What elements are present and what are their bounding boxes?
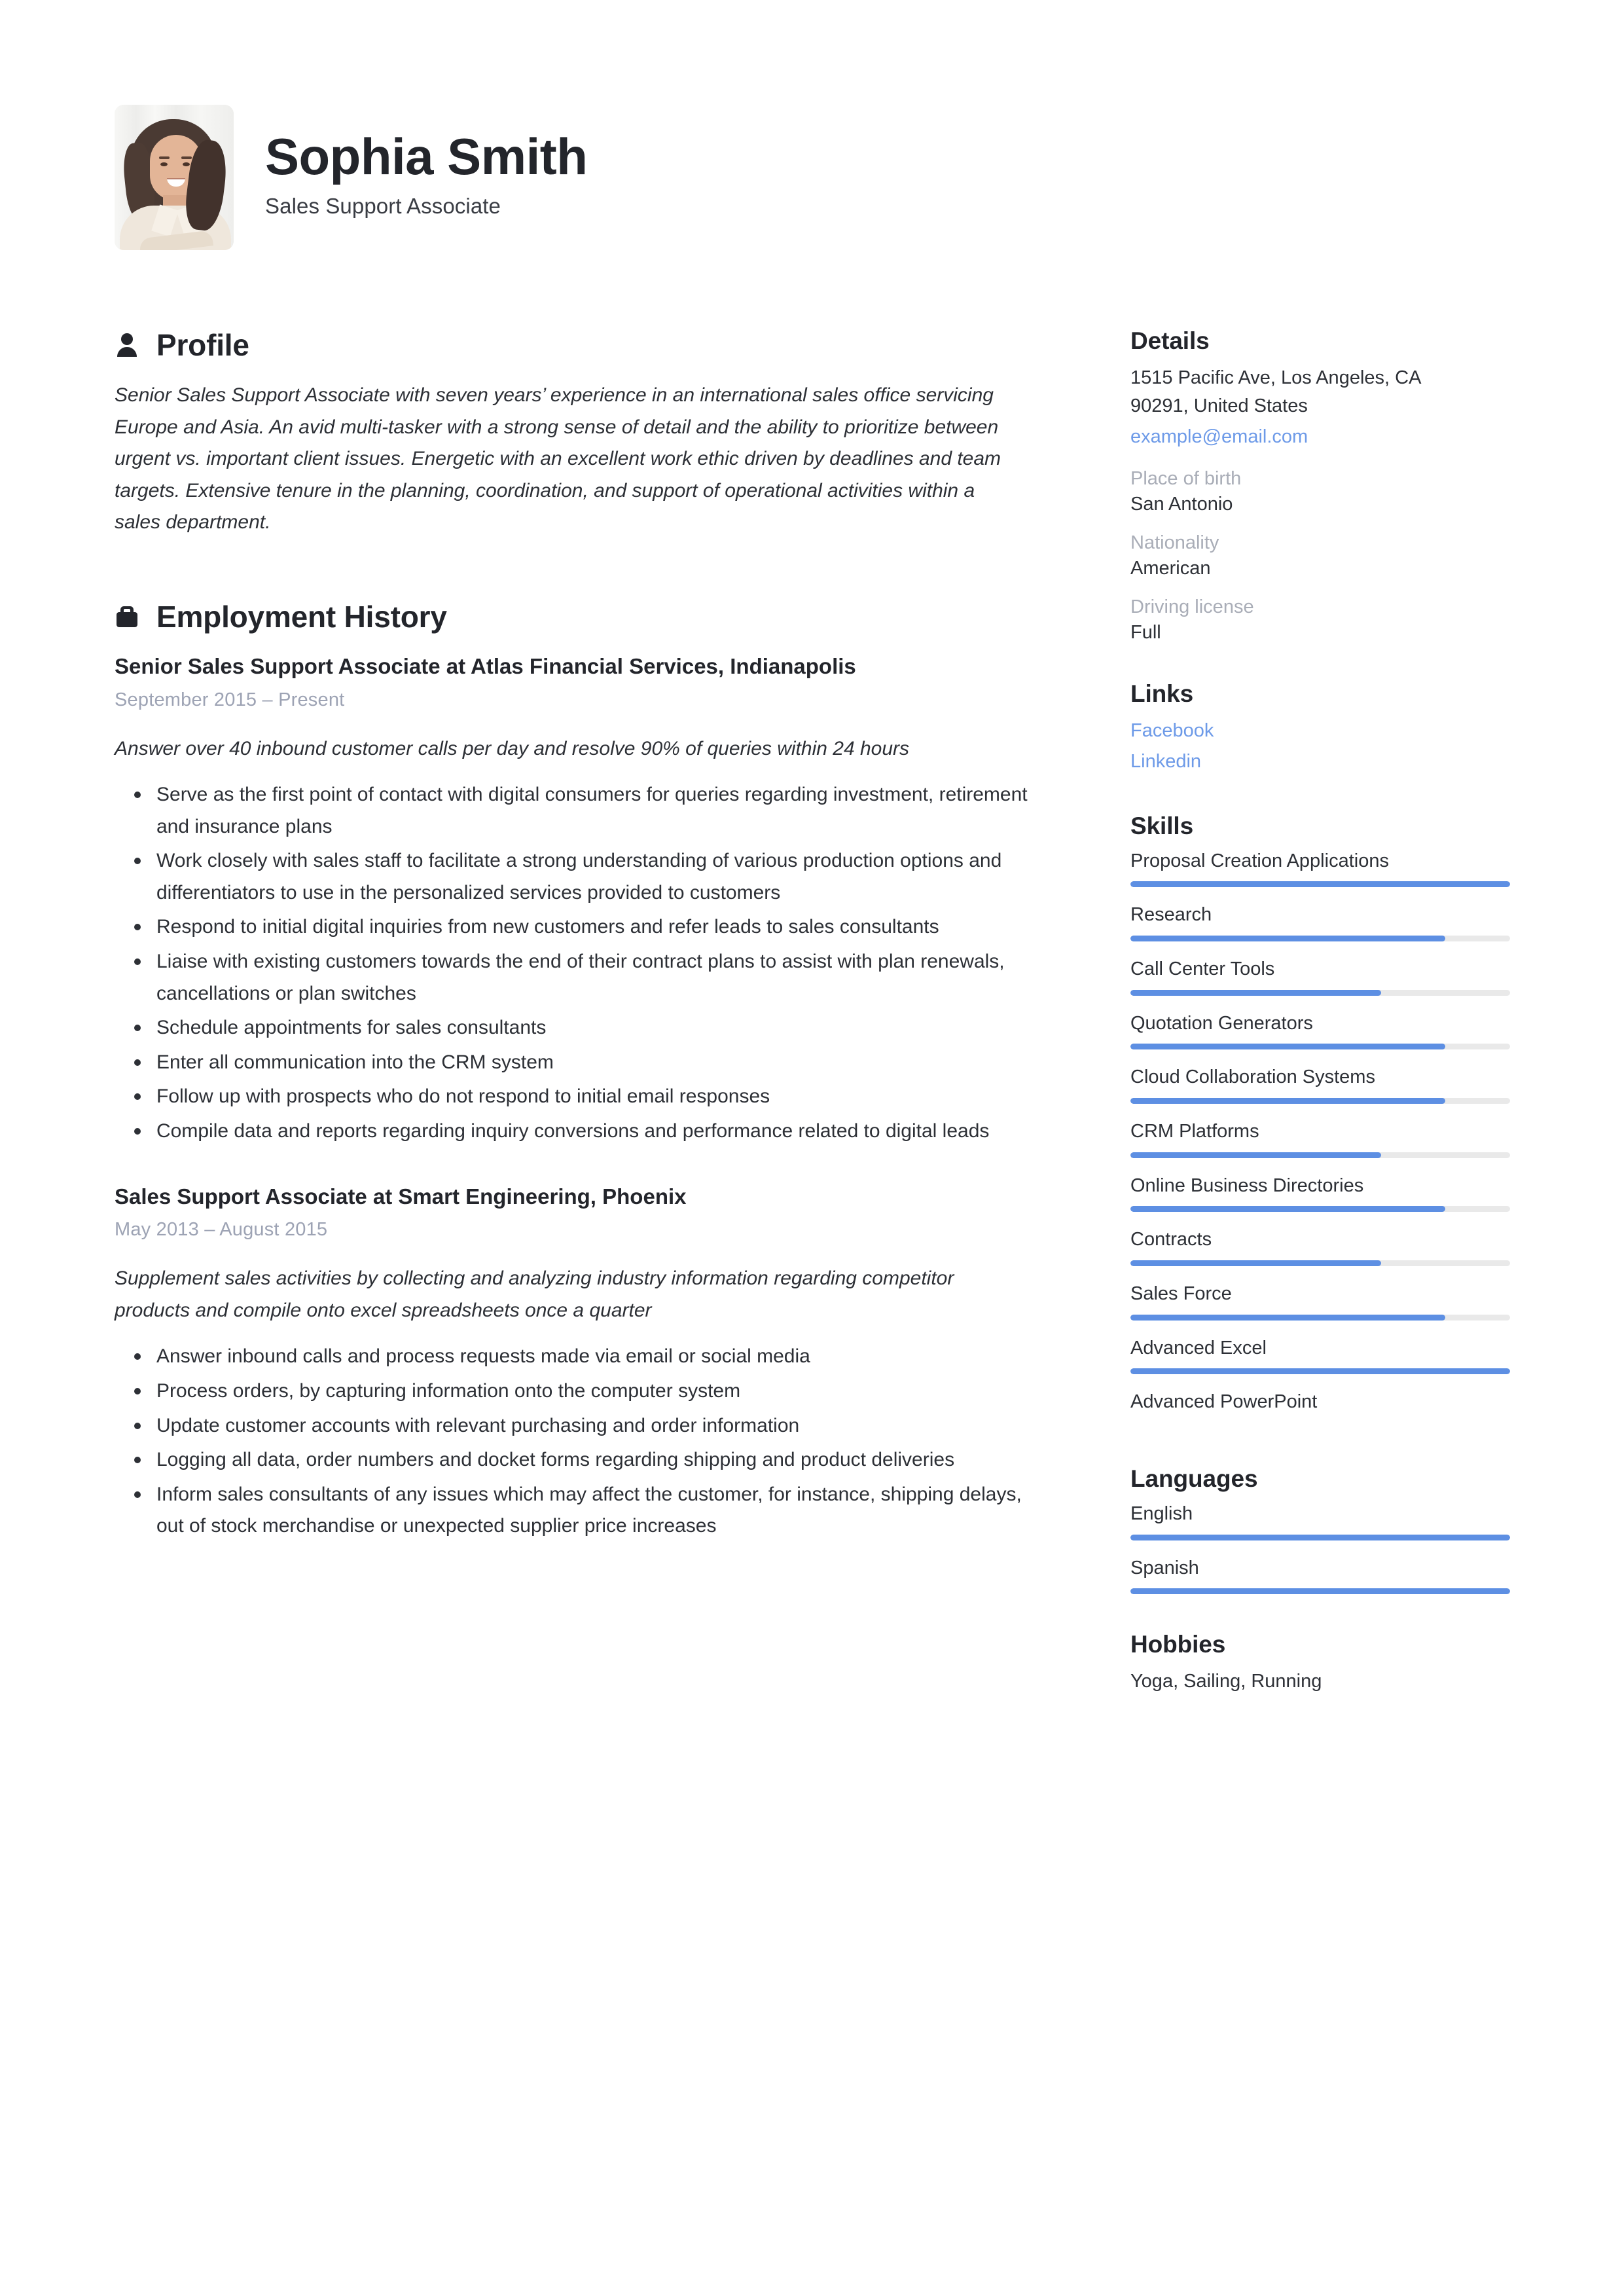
photo-brow-right bbox=[181, 156, 192, 159]
skill-item-label: CRM Platforms bbox=[1130, 1120, 1259, 1142]
employment-list bbox=[115, 651, 1044, 1542]
skill-item-meter bbox=[1130, 1260, 1510, 1266]
list-item: Logging all data, order numbers and docket forms regarding shipping and product deliveries bbox=[115, 1444, 1044, 1476]
skill-item bbox=[1130, 903, 1510, 941]
list-item: Follow up with prospects who do not respond to initial email responses bbox=[115, 1081, 1044, 1113]
avatar bbox=[115, 105, 234, 250]
skill-item-meter-fill bbox=[1130, 990, 1381, 996]
skill-item-meter bbox=[1130, 1315, 1510, 1321]
list-item: Process orders, by capturing information onto the computer system bbox=[115, 1376, 1044, 1408]
skill-item-label: Cloud Collaboration Systems bbox=[1130, 1066, 1375, 1088]
resume-header bbox=[115, 105, 1507, 250]
skill-item bbox=[1130, 1390, 1510, 1429]
links-heading: Links bbox=[1130, 680, 1194, 707]
skill-item-meter bbox=[1130, 1044, 1510, 1049]
skill-item-meter-fill bbox=[1130, 1098, 1445, 1104]
list-item: Inform sales consultants of any issues which may affect the customer, for instance, shipping delays, out of stock merchandise or unexpected supplier price increases bbox=[115, 1479, 1044, 1542]
skill-item-meter bbox=[1130, 1098, 1510, 1104]
list-item: Update customer accounts with relevant purchasing and order information bbox=[115, 1410, 1044, 1442]
language-item-meter bbox=[1130, 1588, 1510, 1594]
skill-item bbox=[1130, 1011, 1510, 1050]
employment-dates: May 2013 – August 2015 bbox=[115, 1219, 328, 1241]
skill-item bbox=[1130, 1174, 1510, 1212]
employment-bullet-list bbox=[115, 1341, 1044, 1542]
skill-item-meter bbox=[1130, 936, 1510, 941]
skill-item-meter-fill bbox=[1130, 1260, 1381, 1266]
skill-item-meter-fill bbox=[1130, 1315, 1445, 1321]
employment-title: Senior Sales Support Associate at Atlas Financial Services, Indianapolis bbox=[115, 653, 856, 678]
detail-field-value: American bbox=[1130, 557, 1211, 579]
name-block bbox=[265, 128, 588, 224]
language-item-label: English bbox=[1130, 1503, 1193, 1525]
skill-item-meter bbox=[1130, 990, 1510, 996]
skill-item bbox=[1130, 957, 1510, 996]
links-section bbox=[1130, 680, 1510, 776]
employment-summary: Supplement sales activities by collecting and analyzing industry information regarding competitor products and compile onto excel spreadsheets once a quarter bbox=[115, 1267, 954, 1321]
skill-item bbox=[1130, 1120, 1510, 1158]
detail-field-value: Full bbox=[1130, 621, 1161, 643]
skill-item-label: Advanced PowerPoint bbox=[1130, 1391, 1318, 1413]
skill-item bbox=[1130, 1228, 1510, 1266]
list-item: Serve as the first point of contact with digital consumers for queries regarding investment, retirement and insurance plans bbox=[115, 779, 1044, 843]
page-title: Sophia Smith bbox=[265, 128, 588, 186]
profile-section-header bbox=[115, 327, 1044, 363]
photo-eye-left bbox=[160, 162, 168, 166]
employment-section-header bbox=[115, 599, 1044, 634]
employment-title: Sales Support Associate at Smart Engineering, Phoenix bbox=[115, 1184, 687, 1209]
skill-item bbox=[1130, 849, 1510, 888]
skill-item-label: Quotation Generators bbox=[1130, 1012, 1313, 1034]
languages-section bbox=[1130, 1465, 1510, 1594]
language-item-label: Spanish bbox=[1130, 1557, 1199, 1578]
skill-item-meter-fill bbox=[1130, 1044, 1445, 1049]
employment-bullet-list bbox=[115, 779, 1044, 1148]
skill-item-meter-fill bbox=[1130, 1206, 1445, 1212]
sidebar-column bbox=[1130, 327, 1510, 1732]
language-item-meter-fill bbox=[1130, 1535, 1510, 1540]
language-item bbox=[1130, 1556, 1510, 1595]
skill-item-meter bbox=[1130, 1152, 1510, 1158]
details-heading: Details bbox=[1130, 327, 1210, 354]
person-icon bbox=[115, 331, 139, 359]
employment-summary: Answer over 40 inbound customer calls per day and resolve 90% of queries within 24 hours bbox=[115, 737, 910, 759]
employment-dates: September 2015 – Present bbox=[115, 689, 345, 710]
skill-item-meter-fill bbox=[1130, 1152, 1381, 1158]
skill-item-meter-fill bbox=[1130, 881, 1510, 887]
skill-item-meter bbox=[1130, 1206, 1510, 1212]
skills-list bbox=[1130, 849, 1510, 1429]
email-link[interactable]: example@email.com bbox=[1130, 426, 1308, 447]
hobbies-heading: Hobbies bbox=[1130, 1631, 1226, 1658]
skills-heading: Skills bbox=[1130, 812, 1194, 839]
hobbies-section bbox=[1130, 1631, 1510, 1695]
employment-heading: Employment History bbox=[156, 599, 447, 634]
employment-entry bbox=[115, 651, 1044, 1148]
skill-item-label: Advanced Excel bbox=[1130, 1337, 1267, 1358]
language-item-meter-fill bbox=[1130, 1588, 1510, 1594]
job-title-subtitle: Sales Support Associate bbox=[265, 193, 501, 218]
skill-item-label: Call Center Tools bbox=[1130, 958, 1275, 979]
detail-field-label: Place of birth bbox=[1130, 467, 1242, 489]
skill-item-meter bbox=[1130, 1368, 1510, 1374]
detail-field-value: San Antonio bbox=[1130, 493, 1233, 515]
profile-heading: Profile bbox=[156, 328, 249, 362]
list-item: Compile data and reports regarding inquiry conversions and performance related to digital leads bbox=[115, 1116, 1044, 1148]
links-list bbox=[1130, 717, 1510, 776]
skill-item bbox=[1130, 1336, 1510, 1375]
profile-text: Senior Sales Support Associate with seven years’ experience in an international sales office servicing Europe and Asia. An avid multi-tasker with a strong sense of detail and the ability to prioritize between urgent vs. important client issues. Energetic with an excellent work ethic driven by deadlines and team targets. Extensive tenure in the planning, coordination, and support of operational activities within a sales department. bbox=[115, 384, 1001, 534]
skills-section bbox=[1130, 812, 1510, 1429]
photo-eye-right bbox=[183, 162, 190, 166]
list-item: Respond to initial digital inquiries from new customers and refer leads to sales consultants bbox=[115, 911, 1044, 943]
detail-field-label: Driving license bbox=[1130, 596, 1254, 617]
photo-brow-left bbox=[159, 156, 170, 159]
social-link-linkedin[interactable]: Linkedin bbox=[1130, 750, 1202, 772]
skill-item-label: Online Business Directories bbox=[1130, 1175, 1364, 1196]
skill-item-label: Contracts bbox=[1130, 1229, 1212, 1250]
details-section bbox=[1130, 327, 1510, 644]
skill-item-meter-fill bbox=[1130, 936, 1445, 941]
language-item bbox=[1130, 1502, 1510, 1540]
main-column bbox=[115, 327, 1044, 1569]
languages-heading: Languages bbox=[1130, 1465, 1258, 1493]
list-item: Work closely with sales staff to facilitate a strong understanding of various production options and differentiators to use in the personalized services provided to customers bbox=[115, 845, 1044, 909]
list-item: Schedule appointments for sales consultants bbox=[115, 1012, 1044, 1044]
briefcase-icon bbox=[115, 602, 139, 631]
address-line-1: 1515 Pacific Ave, Los Angeles, CA bbox=[1130, 367, 1422, 388]
language-item-meter bbox=[1130, 1535, 1510, 1540]
skill-item-meter bbox=[1130, 1423, 1510, 1429]
languages-list bbox=[1130, 1502, 1510, 1594]
list-item: Enter all communication into the CRM system bbox=[115, 1047, 1044, 1079]
detail-fields-list bbox=[1130, 468, 1510, 644]
content-columns bbox=[115, 327, 1507, 1732]
social-link-facebook[interactable]: Facebook bbox=[1130, 720, 1214, 741]
list-item: Answer inbound calls and process requests made via email or social media bbox=[115, 1341, 1044, 1373]
address-line-2: 90291, United States bbox=[1130, 395, 1308, 416]
hobbies-text: Yoga, Sailing, Running bbox=[1130, 1671, 1322, 1692]
skill-item bbox=[1130, 1065, 1510, 1104]
skill-item bbox=[1130, 1282, 1510, 1321]
skill-item-meter-fill bbox=[1130, 1368, 1510, 1374]
skill-item-meter bbox=[1130, 881, 1510, 887]
detail-field-label: Nationality bbox=[1130, 532, 1219, 553]
skill-item-label: Sales Force bbox=[1130, 1283, 1232, 1305]
skill-item-label: Research bbox=[1130, 904, 1212, 926]
skill-item-label: Proposal Creation Applications bbox=[1130, 850, 1389, 871]
employment-entry bbox=[115, 1182, 1044, 1542]
list-item: Liaise with existing customers towards the end of their contract plans to assist with plan renewals, cancellations or plan switches bbox=[115, 946, 1044, 1010]
